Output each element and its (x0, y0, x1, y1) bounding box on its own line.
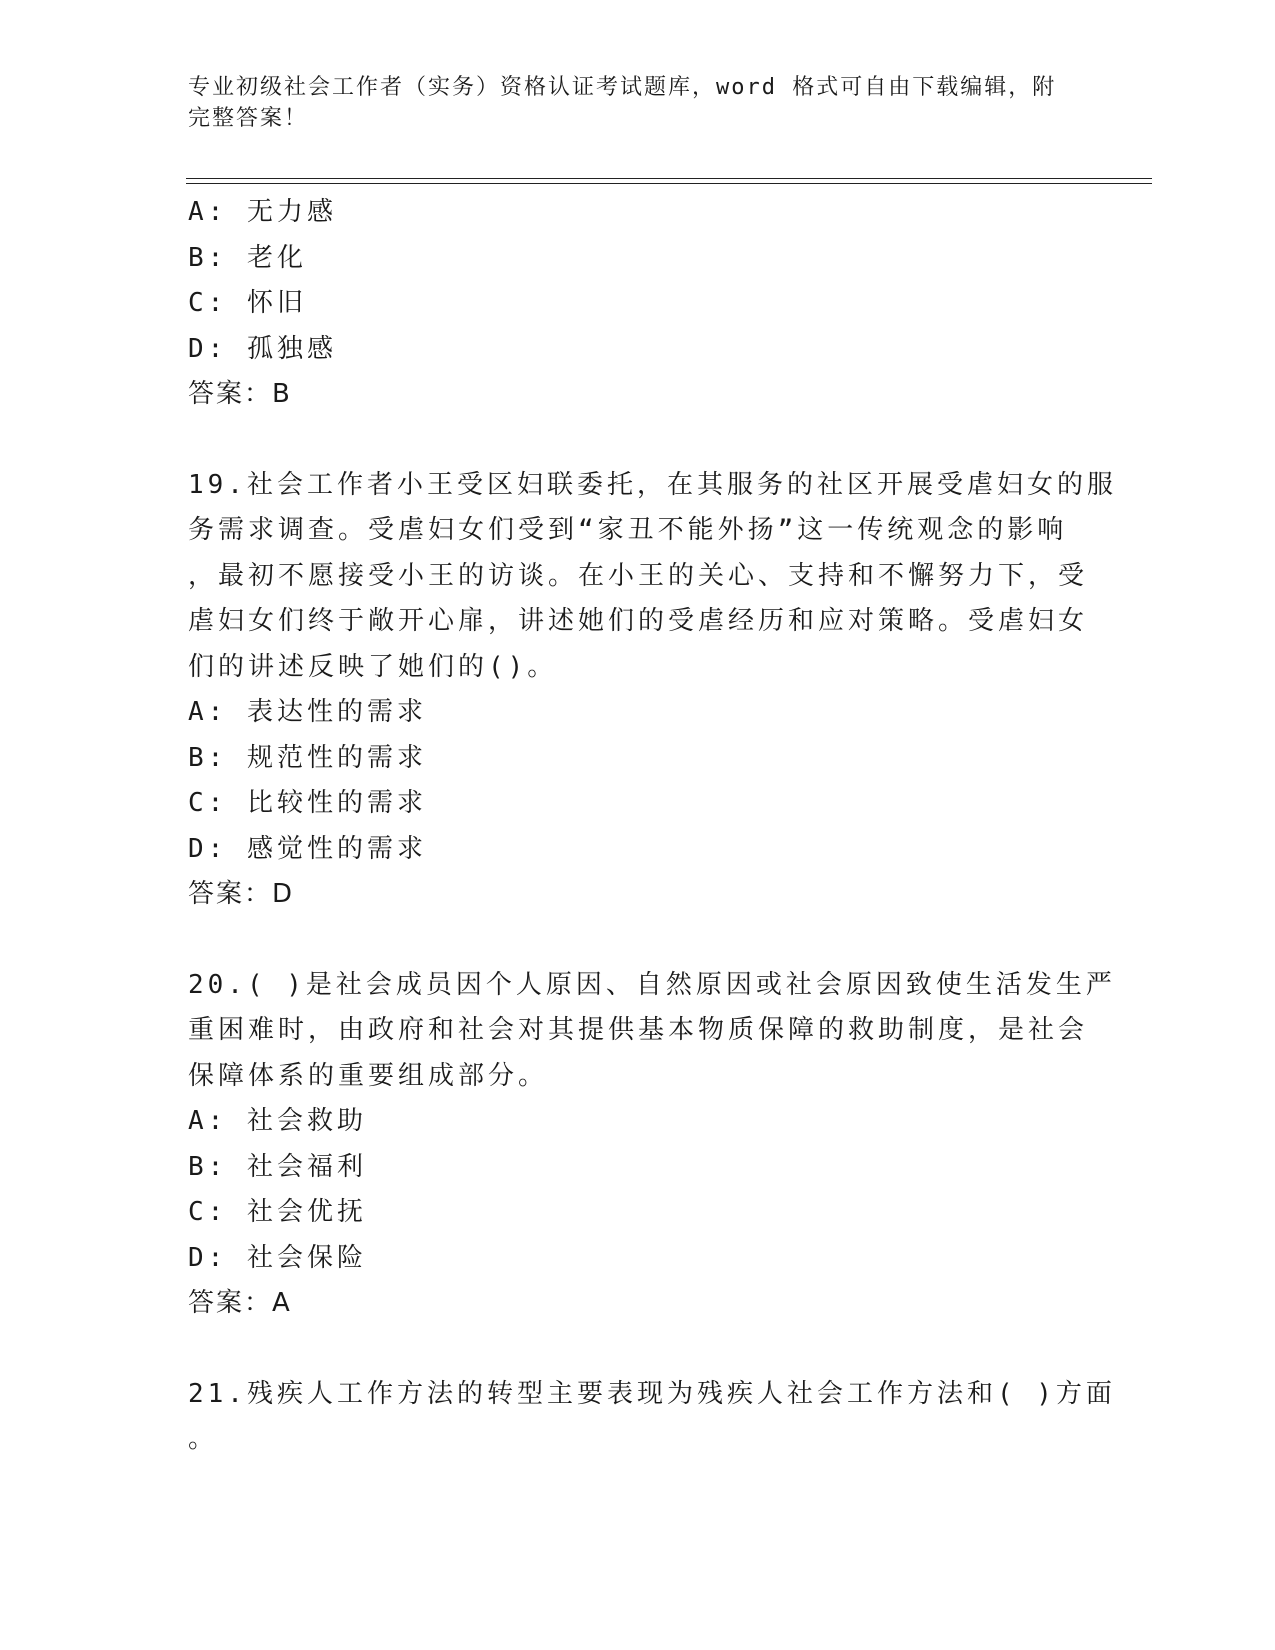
header-rule-bottom (186, 183, 1152, 184)
option-a: A: 无力感 (188, 197, 337, 227)
option-c: C: 比较性的需求 (188, 788, 427, 818)
option-b: B: 社会福利 (188, 1151, 367, 1182)
option-c: C: 社会优抚 (188, 1197, 367, 1227)
question-19-text-line: 们的讲述反映了她们的()。 (188, 651, 558, 682)
question-21-text-line: 。 (188, 1424, 219, 1454)
option-a: A: 社会救助 (188, 1106, 367, 1136)
question-18-options (188, 190, 1088, 418)
question-21-text-line: 21.残疾人工作方法的转型主要表现为残疾人社会工作方法和( )方面 (188, 1378, 1116, 1409)
question-19-text-line: 19.社会工作者小王受区妇联委托，在其服务的社区开展受虐妇女的服 (188, 469, 1117, 500)
option-d: D: 社会保险 (188, 1242, 367, 1273)
answer-18: 答案：B (188, 379, 292, 409)
option-b: B: 老化 (188, 242, 307, 273)
question-20-text-line: 重困难时，由政府和社会对其提供基本物质保障的救助制度，是社会 (188, 1015, 1089, 1045)
question-19 (188, 463, 1117, 918)
option-d: D: 感觉性的需求 (188, 833, 427, 864)
option-b: B: 规范性的需求 (188, 742, 427, 773)
question-19-text-line: ，最初不愿接受小王的访谈。在小王的关心、支持和不懈努力下，受 (188, 560, 1089, 591)
option-c: C: 怀旧 (188, 288, 307, 318)
question-21 (188, 1372, 1116, 1463)
answer-20: 答案：A (188, 1288, 292, 1318)
question-19-text-line: 虐妇女们终于敞开心扉，讲述她们的受虐经历和应对策略。受虐妇女 (188, 606, 1089, 636)
answer-19: 答案：D (188, 879, 295, 909)
question-19-text-line: 务需求调查。受虐妇女们受到“家丑不能外扬”这一传统观念的影响 (188, 515, 1068, 545)
option-d: D: 孤独感 (188, 333, 337, 364)
header-rule-top (186, 178, 1152, 179)
question-20 (188, 963, 1116, 1327)
question-20-text-line: 保障体系的重要组成部分。 (188, 1060, 549, 1091)
question-20-text-line: 20.( )是社会成员因个人原因、自然原因或社会原因致使生活发生严 (188, 969, 1116, 1000)
option-a: A: 表达性的需求 (188, 697, 427, 727)
question-content (188, 190, 1117, 1463)
document-header: 专业初级社会工作者（实务）资格认证考试题库，word 格式可自由下载编辑，附 完整答案！ (188, 75, 1057, 131)
